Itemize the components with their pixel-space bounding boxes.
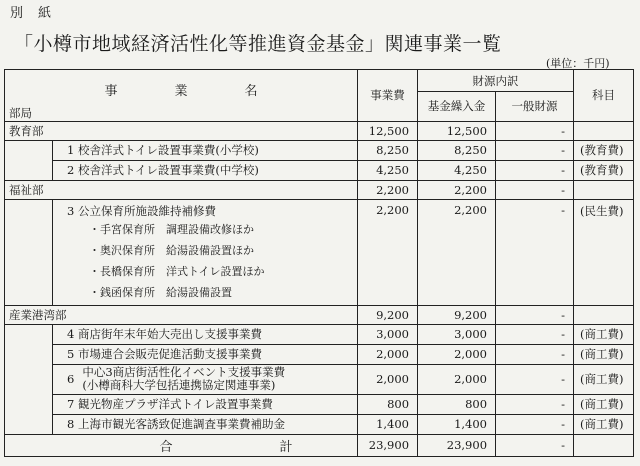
project-item: (商工費) (574, 344, 634, 364)
project-cost: 3,000 (358, 324, 418, 344)
project-item: (商工費) (574, 324, 634, 344)
project-bullet: ・奥沢保育所 給湯設備設置ほか (89, 243, 254, 257)
total-row (5, 434, 634, 456)
project-general: - (496, 344, 574, 364)
dept-cost: 9,200 (358, 305, 418, 324)
project-general: - (496, 199, 574, 305)
project-number: 6 (67, 372, 75, 386)
project-title: 上海市観光客誘致促進調査事業費補助金 (77, 417, 285, 431)
project-cost: 4,250 (358, 160, 418, 180)
project-title: 市場連合会販売促進活動支援事業費 (77, 347, 262, 361)
header-cost: 事業費 (358, 70, 418, 122)
project-title: 公立保育所施設維持補修費 (77, 203, 216, 218)
header-item: 科目 (574, 70, 634, 122)
project-title: 中心3商店街活性化イベント支援事業費 (82, 365, 286, 379)
project-row (5, 324, 634, 344)
project-row (5, 140, 634, 160)
project-name (53, 160, 358, 180)
project-bullet: ・手宮保育所 調理設備改修ほか (89, 222, 254, 236)
total-fund: 23,900 (418, 434, 496, 456)
attachment-label: 別 紙 (10, 6, 53, 21)
project-number: 5 (67, 347, 75, 361)
project-item: (商工費) (574, 394, 634, 414)
project-fund: 2,000 (418, 344, 496, 364)
total-label (53, 434, 358, 456)
unit-note: (単位：千円) (546, 57, 610, 70)
project-row (5, 414, 634, 434)
project-item: (商工費) (574, 414, 634, 434)
header-name-cell (5, 70, 358, 105)
project-name (53, 324, 358, 344)
project-number: 8 (67, 417, 75, 431)
project-table (4, 69, 634, 457)
project-fund: 1,400 (418, 414, 496, 434)
project-fund: 2,200 (418, 199, 496, 305)
project-title: 校舎洋式トイレ設置事業費(中学校) (77, 163, 259, 177)
project-general: - (496, 364, 574, 394)
dept-name: 産業港湾部 (5, 305, 53, 324)
project-row (5, 160, 634, 180)
project-bullet: ・銭函保育所 給湯設備設置 (89, 285, 232, 299)
project-number: 4 (67, 327, 75, 341)
project-row (5, 394, 634, 414)
dept-name: 福祉部 (5, 180, 53, 199)
project-title: 商店街年末年始大売出し支援事業費 (77, 327, 262, 341)
project-cost: 2,000 (358, 364, 418, 394)
total-cost: 23,900 (358, 434, 418, 456)
project-cost: 2,000 (358, 344, 418, 364)
project-number: 3 (67, 203, 75, 218)
dept-name: 教育部 (5, 121, 53, 140)
dept-row-education (5, 121, 634, 140)
project-cost: 8,250 (358, 140, 418, 160)
total-label-2: 計 (279, 439, 293, 455)
project-fund: 2,000 (418, 364, 496, 394)
dept-fund: 9,200 (418, 305, 496, 324)
dept-cost: 12,500 (358, 121, 418, 140)
project-name (53, 140, 358, 160)
dept-general: - (496, 305, 574, 324)
project-general: - (496, 140, 574, 160)
project-row (5, 199, 634, 305)
project-cost: 1,400 (358, 414, 418, 434)
project-row (5, 364, 634, 394)
project-row (5, 344, 634, 364)
project-fund: 800 (418, 394, 496, 414)
dept-fund: 12,500 (418, 121, 496, 140)
project-name (53, 344, 358, 364)
project-fund: 8,250 (418, 140, 496, 160)
dept-general: - (496, 180, 574, 199)
project-title-sub: (小樽商科大学包括連携協定関連事業) (82, 378, 276, 392)
project-general: - (496, 160, 574, 180)
header-general: 一般財源 (496, 92, 574, 122)
project-number: 1 (67, 143, 75, 157)
dept-cost: 2,200 (358, 180, 418, 199)
header-fund: 基金繰入金 (418, 92, 496, 122)
project-title: 観光物産プラザ洋式トイレ設置事業費 (77, 397, 273, 411)
project-item: (教育費) (574, 160, 634, 180)
project-name (53, 414, 358, 434)
header-dept: 部局 (5, 105, 53, 122)
header-project-name: 事 業 名 (104, 84, 280, 99)
project-item: (商工費) (574, 364, 634, 394)
project-cost: 800 (358, 394, 418, 414)
total-general: - (496, 434, 574, 456)
dept-row-industry (5, 305, 634, 324)
project-item: (教育費) (574, 140, 634, 160)
total-label-1: 合 (159, 439, 173, 455)
header-source: 財源内訳 (418, 70, 574, 92)
project-title: 校舎洋式トイレ設置事業費(小学校) (77, 143, 259, 157)
project-name (53, 394, 358, 414)
project-number: 2 (67, 163, 75, 177)
dept-fund: 2,200 (418, 180, 496, 199)
project-fund: 4,250 (418, 160, 496, 180)
project-cost: 2,200 (358, 199, 418, 305)
header-row-1 (5, 70, 634, 92)
dept-general: - (496, 121, 574, 140)
project-number: 7 (67, 397, 75, 411)
project-name (53, 199, 358, 305)
project-general: - (496, 414, 574, 434)
project-general: - (496, 394, 574, 414)
dept-row-welfare (5, 180, 634, 199)
project-fund: 3,000 (418, 324, 496, 344)
project-name (53, 364, 358, 394)
project-item: (民生費) (574, 199, 634, 305)
project-general: - (496, 324, 574, 344)
project-bullet: ・長橋保育所 洋式トイレ設置ほか (89, 264, 265, 278)
document-title: 「小樽市地域経済活性化等推進資金基金」関連事業一覧 (14, 33, 502, 55)
